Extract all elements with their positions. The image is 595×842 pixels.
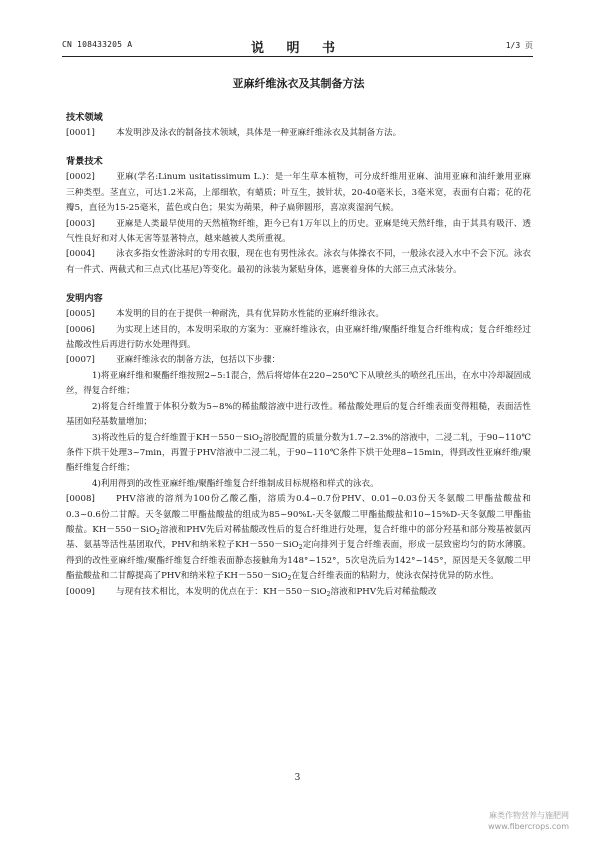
section-heading-tech-field: 技术领域 (66, 112, 103, 123)
paragraph-number: [0007] (66, 355, 95, 366)
paragraph-0005 (66, 307, 531, 322)
paragraph-0001 (66, 126, 531, 141)
paragraph-0004 (66, 247, 531, 278)
paragraph-text: 亚麻纤维泳衣的制备方法，包括以下步骤： (116, 355, 281, 366)
page-number: 3 (294, 773, 301, 783)
section-heading-background: 背景技术 (66, 156, 103, 168)
paragraph-0009: [0009] 与现有技术相比，本发明的优点在于：KH－550－SiO$_2$溶液和PHV先后对稀盐酸改 (66, 585, 531, 600)
document-title: 亚麻纤维泳衣及其制备方法 (232, 77, 365, 90)
paragraph-number: [0006] (66, 324, 95, 335)
paragraph-text: 为实现上述目的，本发明采取的方案为：亚麻纤维泳衣，由亚麻纤维/聚酯纤维复合纤维构成；复合纤维经过盐酸改性后再进行防水处理得到。 (66, 324, 531, 351)
watermark-line-1: 麻类作物营养与施肥网 (489, 811, 569, 820)
paragraph-text: 亚麻(学名:Linum usitatissimum L.)：是一年生草本植物，可分成纤维用亚麻、油用亚麻和油纤兼用亚麻三种类型。茎直立，可达1.2米高，上部细软，有蜡质；叶互生，披针状，20-40毫米长，3毫米宽，表面有白霜；花的花瓣5，直径为15-25毫米，蓝色或白色；果实为蒴果，种子扁卵圆形，喜凉爽湿润气候。 (66, 172, 531, 214)
step-3: 3)将改性后的复合纤维置于KH－550－SiO$_2$溶胶配置的质量分数为1.7~2.3%的溶液中，二浸二轧，于90~110℃条件下烘干处理3~7min，再置于PHV溶液中二浸二轧，于90~110℃条件下烘干处理8~15min，得到改性亚麻纤维/聚酯纤维复合纤维； (66, 432, 531, 474)
watermark-line-2: www.fibercrops.com (488, 822, 569, 831)
step-4: 4)利用得到的改性亚麻纤维/聚酯纤维复合纤维制成目标规格和样式的泳衣。 (92, 478, 379, 489)
paragraph-text: 亚麻是人类最早使用的天然植物纤维，距今已有1万年以上的历史。亚麻是纯天然纤维，由于其具有吸汗、透气性良好和对人体无害等显著特点，越来越被人类所重视。 (66, 218, 531, 245)
publication-number: CN 108433205 A (62, 40, 133, 49)
step-1: 1)将亚麻纤维和聚酯纤维按照2~5:1混合，然后将熔体在220~250℃下从喷丝头的喷丝孔压出，在水中冷却凝固成丝，得复合纤维； (66, 370, 531, 397)
paragraph-0008: [0008] PHV溶液的溶剂为100份乙酸乙酯，溶质为0.4~0.7份PHV、0.01~0.03份天冬氨酸二甲酯盐酸盐和0.3~0.6份二甘醇。天冬氨酸二甲酯盐酸盐的组成为85~90%L-天冬氨酸二甲酯盐酸盐和10~15%D-天冬氨酸二甲酯盐酸盐。KH－550－SiO$_2$溶液和PHV先后对稀盐酸改性后的复合纤维进行处理，复合纤维中的部分羟基和部分羧基被氨丙基、氨基等活性基团取代，PHV和纳米粒子KH－550－SiO$_2$定向排列于复合纤维表面，形成一层致密均匀的防水薄膜。得到的改性亚麻纤维/聚酯纤维复合纤维表面静态接触角为148°~152°，5次皂洗后为142°~145°，原因是天冬氨酸二甲酯盐酸盐和二甘醇提高了PHV和纳米粒子KH－550－SiO$_2$在复合纤维表面的粘附力，使泳衣保持优异的防水性。 (66, 494, 531, 583)
site-watermark (488, 810, 569, 832)
page-header (62, 38, 533, 54)
paragraph-number: [0003] (66, 218, 95, 229)
header-divider (62, 56, 533, 57)
paragraph-0007 (66, 353, 531, 368)
paragraph-number: [0009] (66, 586, 95, 597)
paragraph-number: [0005] (66, 309, 95, 320)
paragraph-0003 (66, 217, 531, 248)
paragraph-number: [0008] (66, 494, 95, 505)
paragraph-text: 泳衣多指女性游泳时的专用衣服，现在也有男性泳衣。泳衣与体操衣不同，一般泳衣浸入水中不会下沉。泳衣有一件式、两截式和三点式(比基尼)等变化。最初的泳装为紧贴身体，遮裹着身体的大部三点式泳装分。 (66, 249, 531, 275)
step-2: 2)将复合纤维置于体积分数为5~8%的稀盐酸溶液中进行改性。稀盐酸处理后的复合纤维表面变得粗糙，表面活性基团如羟基数量增加； (66, 401, 531, 428)
paragraph-number: [0001] (66, 128, 95, 138)
paragraph-number: [0002] (66, 172, 95, 183)
paragraph-number: [0004] (66, 249, 95, 260)
page-indicator: 1/3 页 (505, 41, 533, 50)
paragraph-text: 本发明的目的在于提供一种耐洗，具有优异防水性能的亚麻纤维泳衣。 (116, 309, 384, 320)
paragraph-text: 本发明涉及泳衣的制备技术领域，具体是一种亚麻纤维泳衣及其制备方法。 (116, 128, 402, 138)
document-body (66, 76, 531, 600)
document-type: 说 明 书 (250, 41, 345, 56)
section-heading-invention: 发明内容 (66, 293, 103, 305)
paragraph-0002 (66, 170, 531, 216)
paragraph-0006 (66, 323, 531, 354)
